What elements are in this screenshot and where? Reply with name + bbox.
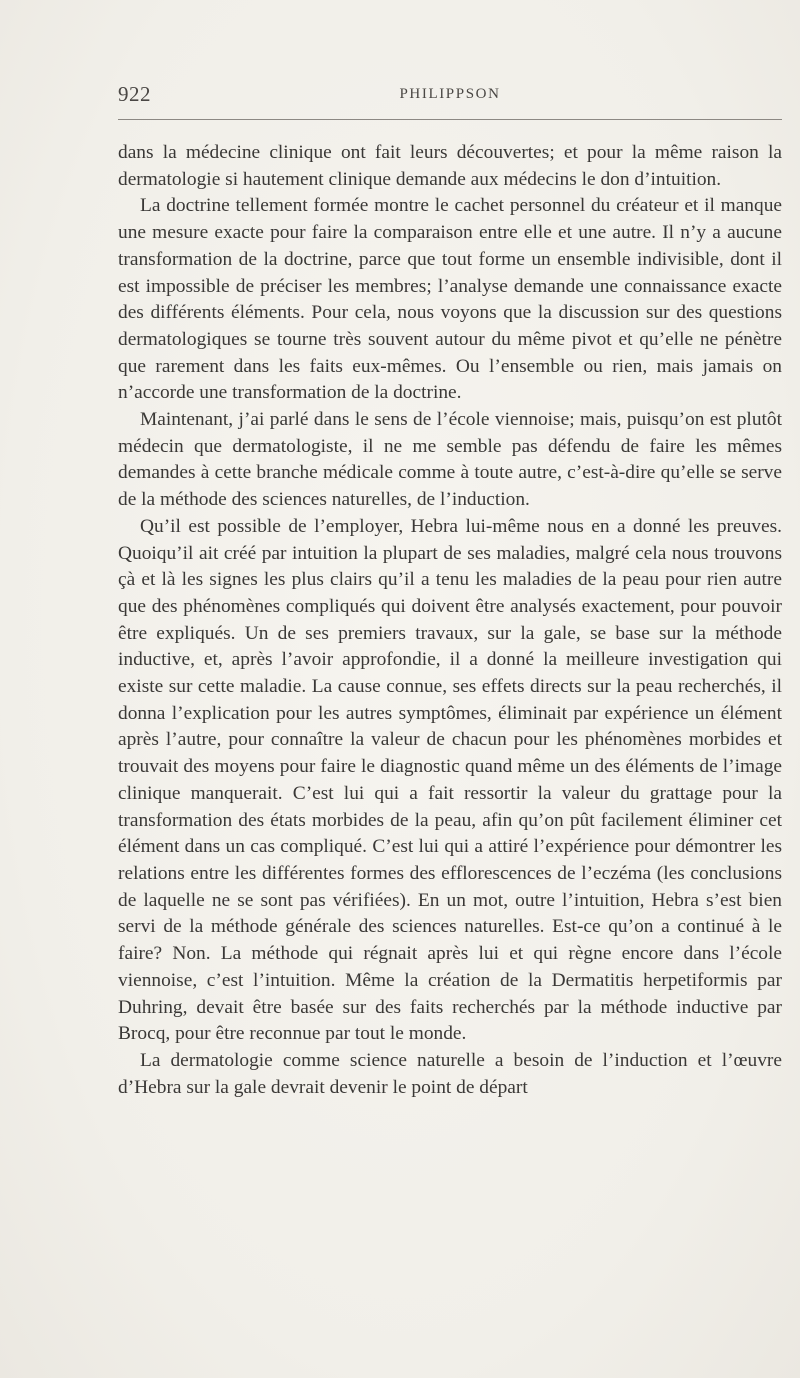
header-rule xyxy=(118,119,782,120)
running-head: PHILIPPSON xyxy=(399,86,501,102)
page-header xyxy=(118,82,782,122)
paragraph-4: Qu’il est possible de l’employer, Hebra lui-même nous en a donné les preuves. Quoiqu’il ait créé par intuition la plupart de ses maladies, malgré cela nous trouvons çà et là les signes les plus clairs qu’il a tenu les maladies de la peau pour rien autre que des phénomènes compliqués qui doivent être analysés exactement, pour pouvoir être expliqués. Un de ses premiers travaux, sur la gale, se base sur la méthode inductive, et, après l’avoir approfondie, il a donné la meilleure investigation qui existe sur cette maladie. La cause connue, ses effets directs sur la peau recherchés, il donna l’explication pour les autres symptômes, éliminait par expérience un élément après l’autre, pour connaître la valeur de chacun pour les phénomènes morbides et trouvait des moyens pour faire le diagnostic quand même un des éléments de l’image clinique manquerait. C’est lui qui a fait ressortir la valeur du grattage pour la transformation des états morbides de la peau, afin qu’on pût facilement éliminer cet élément dans un cas compliqué. C’est lui qui a attiré l’expérience pour démontrer les relations entre les différentes formes des efflorescences de l’eczéma (les conclusions de laquelle ne se sont pas vérifiées). En un mot, outre l’intuition, Hebra s’est bien servi de la méthode générale des sciences naturelles. Est-ce qu’on a continué à le faire? Non. La méthode qui régnait après lui et qui règne encore dans l’école viennoise, c’est l’intuition. Même la création de la Dermatitis herpetiformis par Duhring, devait être basée sur des faits recherchés par la méthode inductive par Brocq, pour être reconnue par tout le monde. xyxy=(118,515,782,1045)
paragraph-5: La dermatologie comme science naturelle a besoin de l’induction et l’œuvre d’Hebra sur la gale devrait devenir le point de départ xyxy=(118,1049,782,1098)
paragraph-2: La doctrine tellement formée montre le cachet personnel du créateur et il manque une mesure exacte pour faire la comparaison entre elle et une autre. Il n’y a aucune transformation de la doctrine, parce que tout forme un ensemble indivisible, dont il est impossible de préciser les membres; l’analyse demande une connaissance exacte des différents éléments. Pour cela, nous voyons que la discussion sur des questions dermatologiques se tourne très souvent autour du même pivot et qu’elle ne pénètre que rarement dans les faits eux-mêmes. Ou l’ensemble ou rien, mais jamais on n’accorde une transformation de la doctrine. xyxy=(118,195,782,404)
page-number: 922 xyxy=(118,82,151,106)
paragraph-1: dans la médecine clinique ont fait leurs découvertes; et pour la même raison la dermatologie si hautement clinique demande aux médecins le don d’intuition. xyxy=(118,142,782,190)
paragraph-3: Maintenant, j’ai parlé dans le sens de l’école viennoise; mais, puisqu’on est plutôt médecin que dermatologiste, il ne me semble pas défendu de faire les mêmes demandes à cette branche médicale comme à toute autre, c’est-à-dire qu’elle se serve de la méthode des sciences naturelles, de l’induction. xyxy=(118,409,782,511)
body-text xyxy=(118,140,782,1101)
